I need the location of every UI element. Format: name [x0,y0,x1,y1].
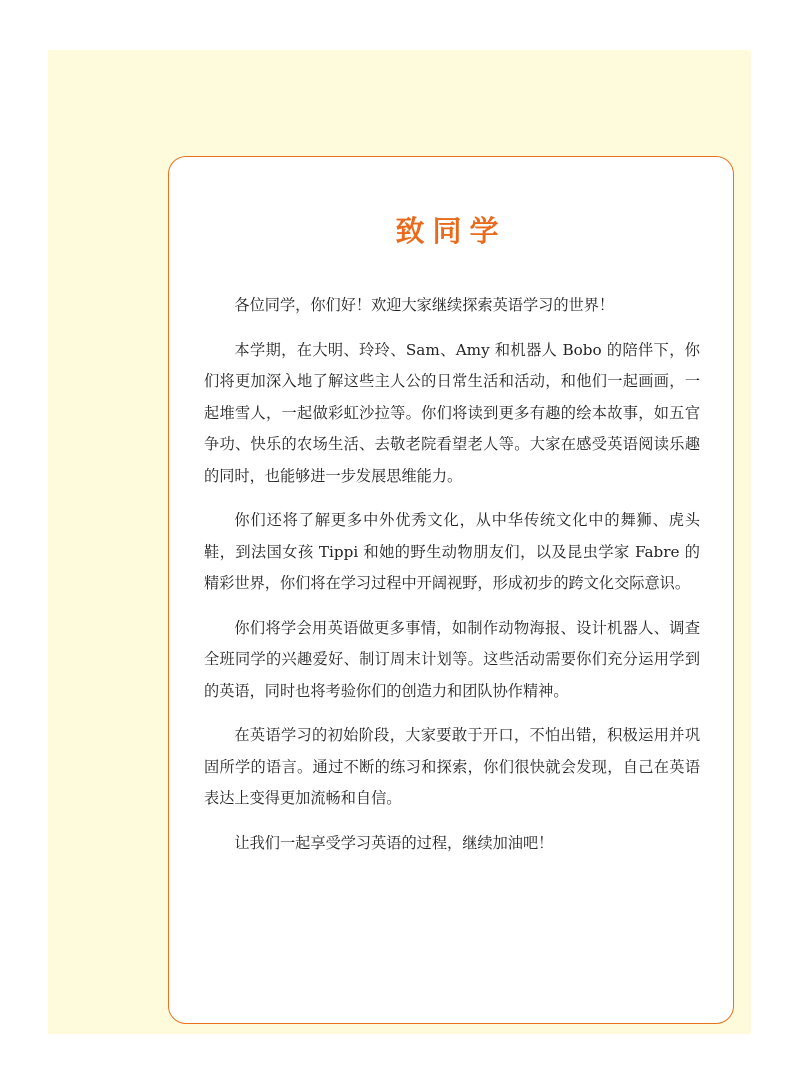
letter-title: 致同学 [395,214,507,248]
page-background [48,50,751,1034]
letter-body [204,290,700,872]
greeting-paragraph: 各位同学，你们好！欢迎大家继续探索英语学习的世界！ [234,296,615,314]
letter-frame [168,156,734,1024]
characters-paragraph: 本学期，在大明、玲玲、Sam、Amy 和机器人 Bobo 的陪伴下，你们将更加深入地了解这些主人公的日常生活和活动，和他们一起画画，一起堆雪人，一起做彩虹沙拉等。你们将读到更多有趣的绘本故事，如五官争功、快乐的农场生活、去敬老院看望老人等。大家在感受英语阅读乐趣的同时，也能够进一步发展思维能力。 [204,340,700,485]
encouragement-paragraph: 在英语学习的初始阶段，大家要敢于开口，不怕出错，积极运用并巩固所学的语言。通过不断的练习和探索，你们很快就会发现，自己在英语表达上变得更加流畅和自信。 [204,726,700,807]
closing-paragraph: 让我们一起享受学习英语的过程，继续加油吧！ [234,833,554,852]
activities-paragraph: 你们将学会用英语做更多事情，如制作动物海报、设计机器人、调查全班同学的兴趣爱好、制订周末计划等。这些活动需要你们充分运用学到的英语，同时也将考验你们的创造力和团队协作精神。 [204,618,700,700]
culture-paragraph: 你们还将了解更多中外优秀文化，从中华传统文化中的舞狮、虎头鞋，到法国女孩 Tippi 和她的野生动物朋友们，以及昆虫学家 Fabre 的精彩世界，你们将在学习过程中开阔视野，形成初步的跨文化交际意识。 [204,511,700,592]
